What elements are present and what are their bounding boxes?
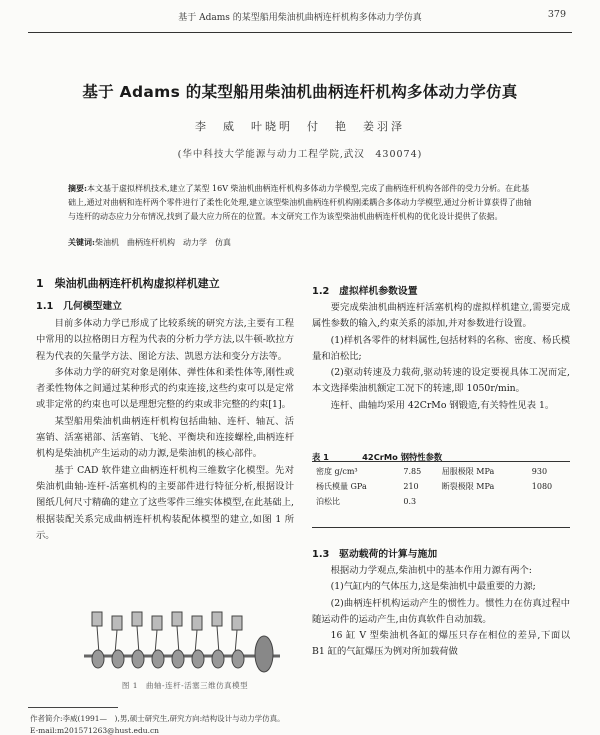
paragraph: (2)曲柄连杆机构运动产生的惯性力。惯性力在仿真过程中随运动件的运动产生,由仿真软件自动加载。 bbox=[312, 597, 570, 625]
table-1 bbox=[312, 464, 570, 509]
section-1-3-heading: 1.3 驱动载荷的计算与施加 bbox=[312, 549, 438, 560]
paragraph: (1)样机各零件的材料属性,包括材料的名称、密度、杨氏模量和泊松比; bbox=[312, 334, 570, 362]
section-1-3-body bbox=[312, 563, 570, 661]
section-1-heading: 1 柴油机曲柄连杆机构虚拟样机建立 bbox=[36, 277, 220, 290]
table-1-caption: 表 1 42CrMo 钢特性参数 bbox=[312, 452, 443, 462]
table-cell: 断裂极限 MPa bbox=[441, 482, 495, 491]
abstract-label: 摘要: bbox=[68, 183, 87, 193]
section-1-1-heading: 1.1 几何模型建立 bbox=[36, 301, 122, 312]
running-header: 基于 Adams 的某型船用柴油机曲柄连杆机构多体动力学仿真 bbox=[178, 13, 422, 23]
footnote-rule bbox=[28, 707, 118, 708]
table-row bbox=[312, 494, 570, 509]
table-cell: 泊松比 bbox=[316, 497, 340, 506]
crankshaft-model-figure bbox=[78, 604, 286, 674]
affiliation: (华中科技大学能源与动力工程学院,武汉 430074) bbox=[177, 149, 423, 160]
abstract bbox=[68, 181, 536, 224]
keywords-text: 柴油机 曲柄连杆机构 动力学 仿真 bbox=[94, 238, 231, 247]
table-cell: 930 bbox=[531, 467, 548, 476]
table-top-rule bbox=[312, 461, 570, 462]
table-cell: 屈服极限 MPa bbox=[441, 467, 495, 476]
table-cell: 1080 bbox=[531, 482, 553, 491]
paragraph: 目前多体动力学已形成了比较系统的研究方法,主要有工程中常用的以拉格朗日方程为代表的分析力学方法,以牛顿-欧拉方程为代表的矢量学方法、图论方法、凯恩方法和变分方法等。 bbox=[36, 318, 294, 362]
paragraph: 某型船用柴油机曲柄连杆机构包括曲轴、连杆、轴瓦、活塞销、活塞裙部、活塞销、飞轮、平衡块和连接螺栓,曲柄连杆机构是柴油机产生运动的动力源,是柴油机的核心部件。 bbox=[36, 415, 294, 460]
section-1-2-heading: 1.2 虚拟样机参数设置 bbox=[312, 286, 418, 297]
table-cell: 0.3 bbox=[403, 497, 417, 506]
header-rule bbox=[28, 32, 572, 33]
figure-1-caption: 图 1 曲轴-连杆-活塞三维仿真模型 bbox=[121, 681, 249, 690]
table-cell bbox=[438, 494, 528, 509]
author-footnote: 作者简介:李威(1991— ),男,硕士研究生,研究方向:结构设计与动力学仿真。 bbox=[30, 714, 285, 723]
paper-title: 基于 Adams 的某型船用柴油机曲柄连杆机构多体动力学仿真 bbox=[82, 83, 518, 101]
table-bottom-rule bbox=[312, 527, 570, 528]
table-cell: 210 bbox=[403, 482, 419, 491]
paragraph: 基于 CAD 软件建立曲柄连杆机构三维数字化模型。先对柴油机曲轴-连杆-活塞机构的主要部件进行特征分析,根据设计图纸几何尺寸精确的建立了这些零件三维实体模型,在此基础上,根据装配关系完成曲柄连杆机构装配体模型的建立,如图 1 所示。 bbox=[36, 464, 294, 541]
table-row bbox=[312, 479, 570, 494]
section-1-2-body bbox=[312, 300, 570, 414]
table-cell bbox=[528, 494, 570, 509]
table-cell: 7.85 bbox=[403, 467, 422, 476]
keywords bbox=[68, 237, 536, 248]
author-list: 李 威 叶晓明 付 艳 姜羽泽 bbox=[195, 120, 405, 133]
page-number: 379 bbox=[547, 9, 566, 20]
paragraph: (2)驱动转速及力载荷,驱动转速的设定要视具体工况而定,本文选择柴油机额定工况下的转速,即 1050r/min。 bbox=[312, 367, 570, 395]
author-email: E-mail:m201571263@hust.edu.cn bbox=[30, 726, 160, 735]
paragraph: 要完成柴油机曲柄连杆活塞机构的虚拟样机建立,需要完成属性参数的输入,约束关系的添加,并对参数进行设置。 bbox=[312, 302, 570, 330]
table-cell: 杨氏模量 GPa bbox=[316, 482, 367, 491]
paragraph: 多体动力学的研究对象是刚体、弹性体和柔性体等,刚性或者柔性物体之间通过某种形式的约束连接,这些约束可以是定常或非定常的约束也可以是理想完整的约束或非完整的约束[1]。 bbox=[36, 366, 294, 411]
paragraph: (1)气缸内的气体压力,这是柴油机中最重要的力源; bbox=[330, 581, 536, 593]
keywords-label: 关键词: bbox=[68, 237, 95, 247]
paragraph: 根据动力学观点,柴油机中的基本作用力源有两个: bbox=[330, 565, 532, 576]
abstract-text: 本文基于虚拟样机技术,建立了某型 16V 柴油机曲柄连杆机构多体动力学模型,完成了曲柄连杆机构各部件的受力分析。在此基础上,通过对曲柄和连杆两个零件进行了柔性化处理,建立该型柴油机曲柄连杆机构刚柔耦合多体动力学模型,通过分析计算获得了曲轴与连杆的动态应力分布情况,找到了最大应力所在的位置。本文研究工作为该型柴油机曲柄连杆机构的优化设计提供了依据。 bbox=[68, 184, 532, 221]
table-cell: 密度 g/cm³ bbox=[316, 467, 358, 476]
paragraph: 连杆、曲轴均采用 42CrMo 钢锻造,有关特性见表 1。 bbox=[330, 399, 555, 411]
table-row bbox=[312, 464, 570, 479]
section-1-1-body bbox=[36, 316, 294, 544]
paragraph: 16 缸 V 型柴油机各缸的爆压只存在相位的差异,下面以 B1 缸的气缸爆压为例对所加载荷做 bbox=[312, 630, 570, 658]
